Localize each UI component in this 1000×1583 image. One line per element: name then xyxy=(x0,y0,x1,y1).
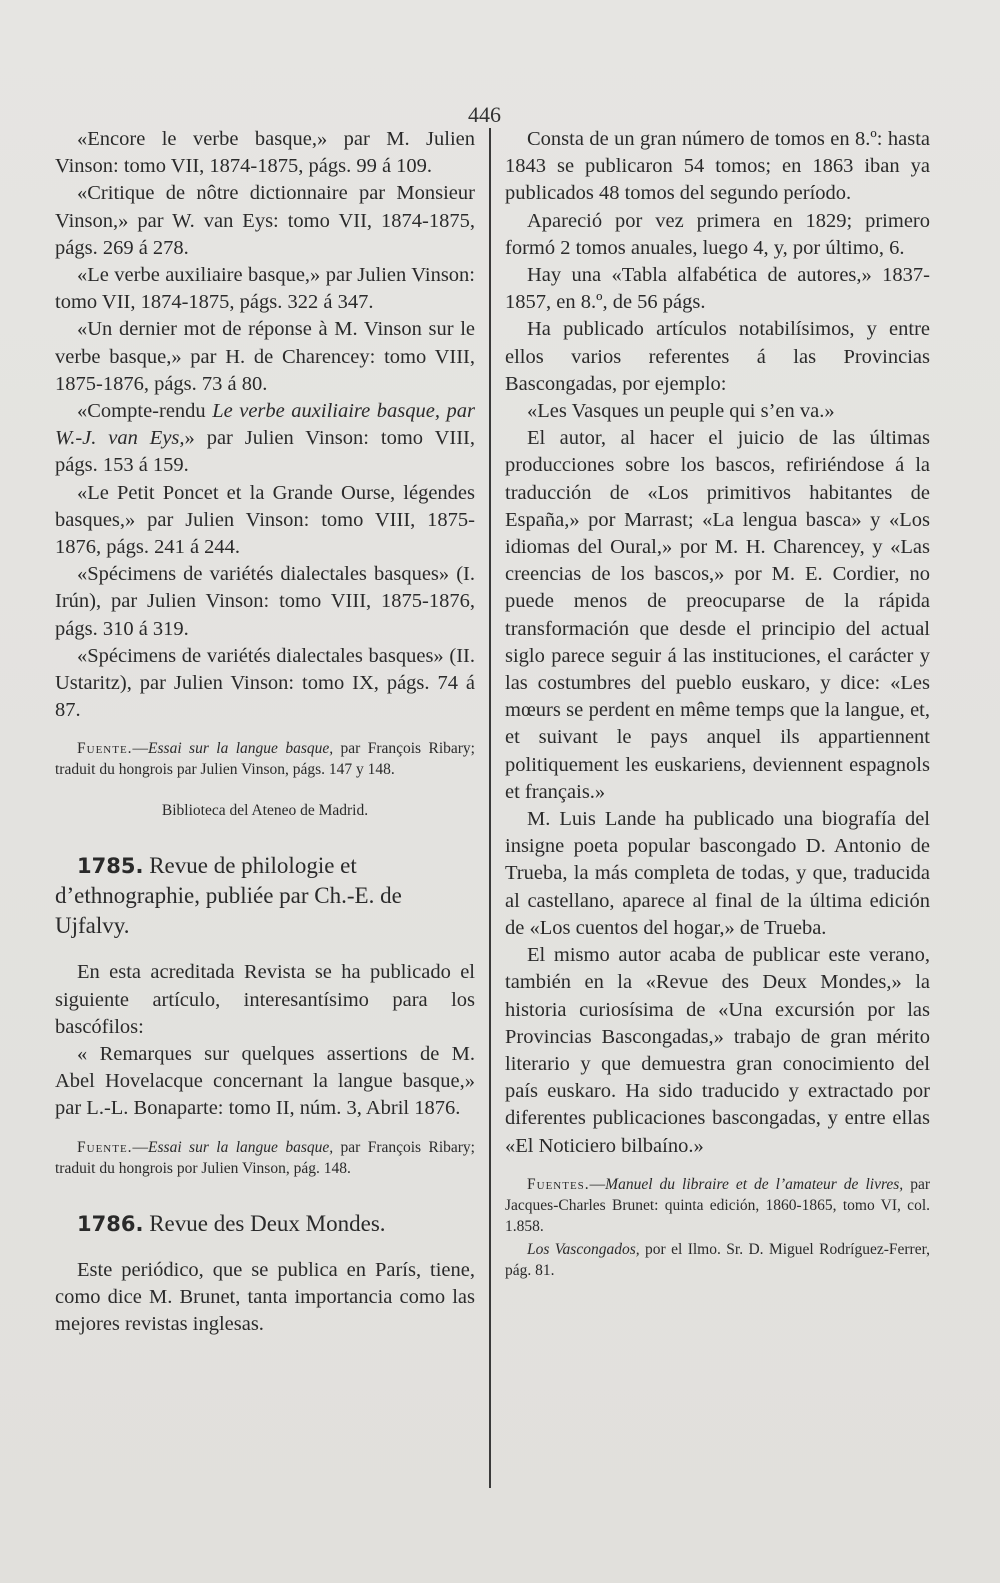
paragraph: El autor, al hacer el juicio de las últimas producciones sobre los bascos, refiriéndose á la traducción de «Los primitivos habitantes de España,» por Marrast; «La lengua basca» y «Los idiomas del Oural,» por M. H. Charencey, y «Las creencias de los bascos,» por M. E. Cordier, no puede menos de preocuparse de la rápida transformación que desde el principio del actual siglo parece seguir á las instituciones, el carácter y las costumbres del pueblo euskaro, y dice: «Les mœurs se perdent en même temps que la langue, et, et suivant le pays anquel ils appartiennent politiquement les euskariens, deviennent espagnols et français.» xyxy=(505,427,930,803)
paragraph: El mismo autor acaba de publicar este verano, también en la «Revue des Deux Mondes,» la historia curiosísima de «Una excursión por las Provincias Bascongadas,» trabajo de gran mérito literario y que demuestra gran conocimiento del país euskaro. Ha sido traducido y extractado por diferentes publicaciones bascongadas, y entre ellas «El Noticiero bilbaíno.» xyxy=(505,944,930,1157)
source-lead: Fuentes. xyxy=(527,1175,590,1193)
source-title: Manuel du libraire et de l’amateur de livres, xyxy=(605,1175,904,1193)
right-column xyxy=(505,126,930,1281)
source-lead: Fuente. xyxy=(77,1138,133,1156)
entry-title: Revue des Deux Mondes. xyxy=(143,1210,386,1236)
paragraph: Ha publicado artículos notabilísimos, y entre ellos varios referentes á las Provincias Bascongadas, por ejemplo: xyxy=(505,318,930,395)
paragraph: Apareció por vez primera en 1829; primero formó 2 tomos anuales, luego 4, y, por último, 6. xyxy=(505,209,930,259)
paragraph: Este periódico, que se publica en París, tiene, como dice M. Brunet, tanta importancia como las mejores revistas inglesas. xyxy=(55,1258,475,1336)
paragraph: « Remarques sur quelques assertions de M. Abel Hovelacque concernant la langue basque,» par L.-L. Bonaparte: tomo II, núm. 3, Abril 1876. xyxy=(55,1043,475,1120)
paragraph: Hay una «Tabla alfabética de autores,» 1837-1857, en 8.º, de 56 págs. xyxy=(505,264,930,314)
source-dash: — xyxy=(132,1138,149,1156)
entry-italic-title: Le verbe auxiliaire basque, par W.-J. van Eys, xyxy=(55,400,475,450)
entry-number: 1786. xyxy=(77,1211,144,1236)
entry-number: 1785. xyxy=(77,854,144,879)
page-number: 446 xyxy=(468,102,501,127)
bibliography-entry: «Encore le verbe basque,» par M. Julien Vinson: tomo VII, 1874-1875, págs. 99 á 109. xyxy=(55,128,475,178)
paragraph: En esta acreditada Revista se ha publicado el siguiente artículo, interesantísimo para los bascófilos: xyxy=(55,961,475,1038)
entry-rest: » par Julien Vinson: tomo VIII, págs. 153 á 159. xyxy=(55,427,475,477)
entry-heading-1786 xyxy=(55,1209,475,1239)
bibliography-entry: «Le Petit Poncet et la Grande Ourse, légendes basques,» par Julien Vinson: tomo VIII, 1875-1876, págs. 241 á 244. xyxy=(55,481,475,559)
source-title: Essai sur la langue basque, xyxy=(148,740,334,758)
bibliography-entry: «Spécimens de variétés dialectales basques» (II. Ustaritz), par Julien Vinson: tomo IX, págs. 74 á 87. xyxy=(55,644,475,722)
library-note: Biblioteca del Ateneo de Madrid. xyxy=(161,802,369,820)
bibliography-entry: «Un dernier mot de réponse à M. Vinson sur le verbe basque,» par H. de Charencey: tomo VIII, 1875-1876, págs. 73 á 80. xyxy=(55,318,475,395)
source-note xyxy=(55,738,475,780)
entry-title: Revue de philologie et d’ethnographie, publiée par Ch.-E. de Ujfalvy. xyxy=(55,853,402,939)
source-note xyxy=(505,1239,930,1281)
bibliography-entry xyxy=(55,398,475,480)
paragraph: M. Luis Lande ha publicado una biografía del insigne poeta popular bascongado D. Antonio de Trueba, la más completa de todas, y que, traducida al castellano, aparece al final de la última edición de «Los cuentos del hogar,» de Trueba. xyxy=(505,808,930,939)
source-title: Los Vascongados, xyxy=(527,1240,640,1258)
source-note xyxy=(55,1137,475,1179)
column-divider xyxy=(489,128,491,1488)
source-note xyxy=(505,1174,930,1237)
source-dash: — xyxy=(132,740,149,758)
bibliography-entry: «Spécimens de variétés dialectales basques» (I. Irún), par Julien Vinson: tomo VIII, 1875-1876, págs. 310 á 319. xyxy=(55,563,475,640)
source-rest: par François Ribary; traduit du hongrois por Julien Vinson, pág. 148. xyxy=(55,1138,475,1177)
source-title: Essai sur la langue basque, xyxy=(148,1138,334,1156)
left-column xyxy=(55,126,475,1338)
entry-heading-1785 xyxy=(55,851,475,941)
paragraph: «Les Vasques un peuple qui s’en va.» xyxy=(527,400,835,423)
bibliography-entry: «Le verbe auxiliaire basque,» par Julien Vinson: tomo VII, 1874-1875, págs. 322 á 347. xyxy=(55,264,475,314)
source-rest: par François Ribary; traduit du hongrois par Julien Vinson, págs. 147 y 148. xyxy=(55,740,475,779)
entry-open: «Compte-rendu xyxy=(77,400,213,423)
source-lead: Fuente. xyxy=(77,740,133,758)
source-dash: — xyxy=(589,1175,606,1193)
source-rest: por el Ilmo. Sr. D. Miguel Rodríguez-Ferrer, pág. 81. xyxy=(505,1240,930,1279)
bibliography-entry: «Critique de nôtre dictionnaire par Monsieur Vinson,» par W. van Eys: tomo VII, 1874-1875, págs. 269 á 278. xyxy=(55,182,475,259)
paragraph: Consta de un gran número de tomos en 8.º: hasta 1843 se publicaron 54 tomos; en 1863 iban ya publicados 48 tomos del segundo período. xyxy=(505,128,930,205)
source-rest: par Jacques-Charles Brunet: quinta edición, 1860-1865, tomo VI, col. 1.858. xyxy=(505,1175,930,1235)
